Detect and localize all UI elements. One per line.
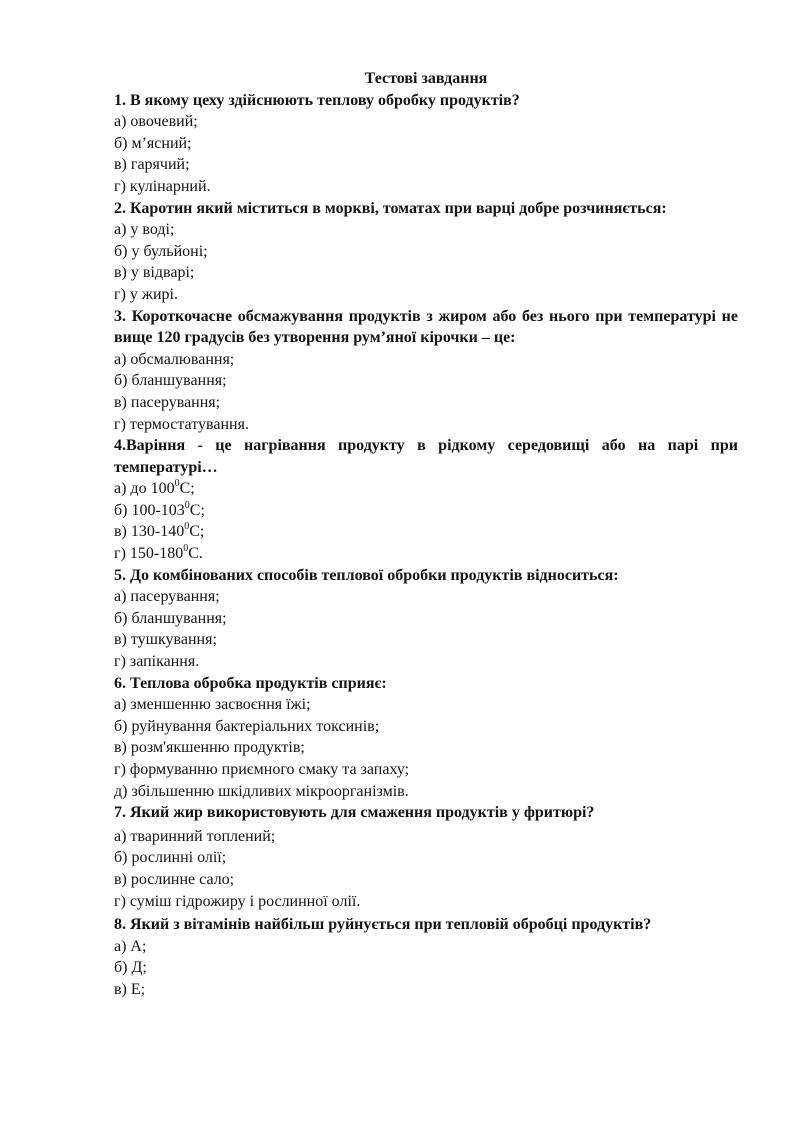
answer-option: г) термостатування.	[114, 415, 249, 433]
answer-option: в) пасерування;	[114, 393, 221, 411]
answer-option: г) кулінарний.	[114, 177, 211, 195]
page-title: Тестові завдання	[364, 70, 488, 87]
answer-option: а) зменшенню засвоєння їжі;	[114, 696, 311, 714]
answer-option: г) суміш гідрожиру і рослинної олії.	[114, 892, 361, 910]
degree-superscript: 0	[184, 521, 190, 533]
question-text: 7. Який жир використовують для смаження продуктів у фритюрі?	[114, 804, 595, 822]
document-content	[114, 68, 738, 1001]
question-text: 3. Короткочасне обсмажування продуктів з жиром або без нього при температурі не вище 120 градусів без утворення рум’яної кірочки – це:	[114, 307, 738, 347]
degree-superscript: 0	[183, 542, 189, 554]
answer-option: б) руйнування бактеріальних токсинів;	[114, 717, 380, 735]
answer-option: а) у воді;	[114, 221, 175, 239]
answer-option: а) обсмалювання;	[114, 350, 235, 368]
question-text: 1. В якому цеху здійснюють теплову обробку продуктів?	[114, 91, 520, 109]
answer-option: а) до $100^0С$;	[114, 477, 195, 498]
answer-option: б) бланшування;	[114, 372, 227, 390]
answer-list	[114, 219, 738, 305]
answer-option: б) рослинні олії;	[114, 849, 227, 867]
answer-list	[114, 111, 738, 197]
question-2	[114, 198, 738, 306]
answer-option: в) гарячий;	[114, 156, 190, 174]
answer-option: г) у жирі.	[114, 285, 178, 303]
question-8	[114, 914, 738, 1000]
answer-option: г) $150-180^0С$.	[114, 542, 203, 563]
answer-option: г) формуванню приємного смаку та запаху;	[114, 761, 410, 778]
answer-option: в) у відварі;	[114, 264, 195, 282]
answer-option: б) $100-103^0С$;	[114, 499, 205, 519]
answer-list	[114, 349, 738, 435]
question-1	[114, 90, 738, 198]
answer-option: а) овочевий;	[114, 113, 198, 131]
answer-list	[114, 478, 738, 564]
answer-option: в) Е;	[114, 980, 146, 998]
question-5	[114, 565, 738, 673]
answer-option: а) А;	[114, 937, 147, 955]
question-6	[114, 673, 738, 803]
answer-option: б) Д;	[114, 959, 147, 977]
answer-list	[114, 826, 738, 912]
answer-list	[114, 586, 738, 672]
question-text: 5. До комбінованих способів теплової обробки продуктів відноситься:	[114, 566, 619, 584]
question-7	[114, 802, 738, 912]
answer-option: в) рослинне сало;	[114, 870, 235, 888]
answer-option: б) у бульйоні;	[114, 242, 208, 260]
answer-list	[114, 936, 738, 1001]
answer-option: в) розм'якшенню продуктів;	[114, 739, 305, 757]
answer-option: а) пасерування;	[114, 588, 220, 606]
degree-superscript: 0	[174, 477, 180, 489]
question-text: 2. Каротин який міститься в моркві, томатах при варці добре розчиняється:	[114, 199, 667, 217]
answer-option: б) м’ясний;	[114, 134, 192, 152]
answer-option: а) тваринний топлений;	[114, 827, 276, 845]
answer-option: б) бланшування;	[114, 609, 227, 627]
answer-option: в) $130-140^0С$;	[114, 521, 205, 541]
answer-option: д) збільшенню шкідливих мікроорганізмів.	[114, 782, 409, 800]
question-4	[114, 435, 738, 565]
answer-list	[114, 694, 738, 802]
degree-superscript: 0	[184, 499, 190, 511]
answer-option: в) тушкування;	[114, 631, 217, 649]
question-text: 4.Варіння - це нагрівання продукту в рідкому середовищі або на парі при температурі…	[114, 437, 738, 476]
answer-option: г) запікання.	[114, 653, 200, 671]
question-3	[114, 306, 738, 436]
question-text: 8. Який з вітамінів найбільш руйнується при тепловій обробці продуктів?	[114, 916, 652, 934]
question-text: 6. Теплова обробка продуктів сприяє:	[114, 674, 387, 692]
